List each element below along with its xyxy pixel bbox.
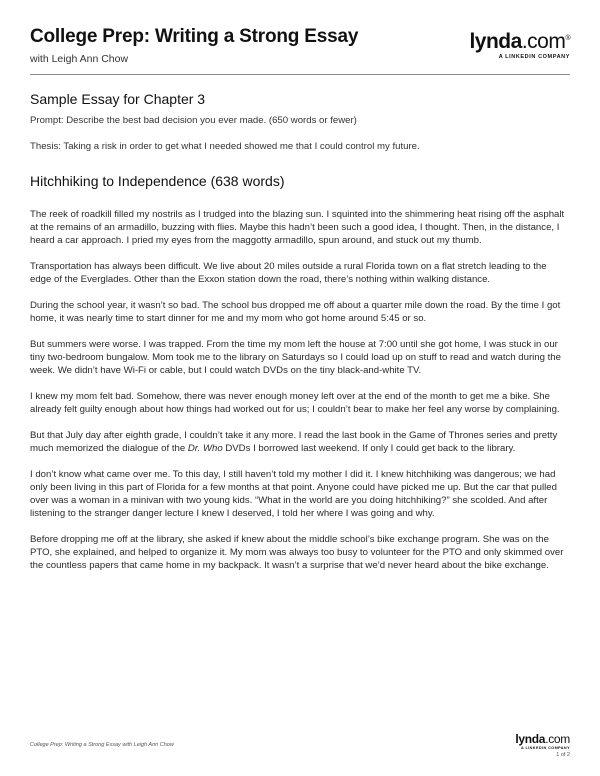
paragraph-text: DVDs I borrowed last weekend. If only I could get back to the library. [222, 443, 516, 454]
footer-text-italic: Writing a Strong Essay [64, 742, 121, 748]
document-title: College Prep: Writing a Strong Essay [30, 26, 359, 47]
footer-logo-wordmark [515, 733, 570, 746]
essay-paragraph: Transportation has always been difficult. We live about 20 miles outside a rural Florida town on a flat stretch leading to the edge of the Everglades. Other than the Exxon station down the road, there’s nothing within walking distance. [30, 261, 547, 285]
essay-paragraph: Before dropping me off at the library, she asked if knew about the middle school’s bike exchange program. She was on the PTO, she explained, and helped to organize it. My mom was always too busy to volunteer for the PTO and only skimmed over the countless papers that came home in my backpack. It wasn’t a surprise that we’d never heard about the bike exchange. [30, 534, 564, 571]
logo-word: lynda [469, 30, 522, 53]
footer-text-plain: College Prep: [30, 742, 65, 748]
logo-suffix: .com [521, 30, 566, 53]
footer-logo [515, 733, 570, 758]
essay-paragraph: I knew my mom felt bad. Somehow, there was never enough money left over at the end of the month to get me a bike. She already felt guilty enough about how things had worked out for us; I couldn’t bear to make her feel any worse by complaining. [30, 391, 560, 415]
paragraph-text: But that July day after eighth grade, I couldn’t take it any more. I read the last book in the Game of Thrones series and pretty much memorized the dialogue of the [30, 430, 558, 454]
footer-logo-suffix: .com [545, 732, 570, 746]
header-divider [30, 74, 570, 75]
document-subtitle: with Leigh Ann Chow [30, 53, 129, 65]
document-body [30, 91, 570, 585]
essay-paragraph: But summers were worse. I was trapped. From the time my mom left the house at 7:00 until she got home, I was stuck in our tiny two-bedroom bungalow. Mom took me to the library on Saturdays so I could load up on stuff to read and watch during the week. We didn’t have Wi-Fi or cable, but I could watch DVDs on the tiny black-and-white TV. [30, 339, 561, 376]
footer-logo-word: lynda [515, 732, 546, 746]
logo-wordmark [469, 28, 570, 53]
essay-paragraph: During the school year, it wasn’t so bad. The school bus dropped me off about a quarter mile down the road. By the time I got home, it was nearly time to start dinner for me and my mom who got home around 5:45 or so. [30, 300, 561, 324]
logo-tagline: A LINKEDIN COMPANY [498, 54, 570, 60]
logo-registered-mark: ® [565, 35, 570, 42]
essay-title: Hitchhiking to Independence (638 words) [30, 173, 285, 189]
lynda-logo [469, 28, 570, 60]
footer-course-credit [30, 742, 174, 748]
essay-paragraph [30, 429, 570, 455]
footer-logo-tagline: A LINKEDIN COMPANY [521, 746, 570, 750]
document-footer [30, 733, 570, 763]
essay-paragraph: The reek of roadkill filled my nostrils as I trudged into the blazing sun. I squinted into the shimmering heat rising off the asphalt at the remains of an armadillo, buzzing with flies. Maybe this hadn’t been such a good idea, I thought. Then, in the distance, I heard a car approach. I pried my eyes from the maggotty armadillo, spun around, and stuck out my thumb. [30, 209, 565, 246]
essay-prompt: Prompt: Describe the best bad decision you ever made. (650 words or fewer) [30, 115, 357, 126]
essay-paragraph: I don’t know what came over me. To this day, I still haven’t told my mother I did it. I knew hitchhiking was dangerous; we had only been living in this part of Florida for a few months at that point. Anyone could have picked me up. But the car that pulled over was a woman in a minivan with two young kids. “What in the world are you doing hitchhiking?” she scolded. And after listening to the stranger danger lecture I knew I deserved, I told her where I was going and why. [30, 469, 557, 519]
italic-title: Dr. Who [187, 443, 223, 454]
essay-thesis: Thesis: Taking a risk in order to get what I needed showed me that I could control my future. [30, 141, 420, 152]
section-title: Sample Essay for Chapter 3 [30, 91, 206, 107]
page-number: 1 of 2 [556, 752, 570, 758]
footer-text-rest: with Leigh Ann Chow [120, 742, 174, 748]
document-header [30, 26, 570, 76]
